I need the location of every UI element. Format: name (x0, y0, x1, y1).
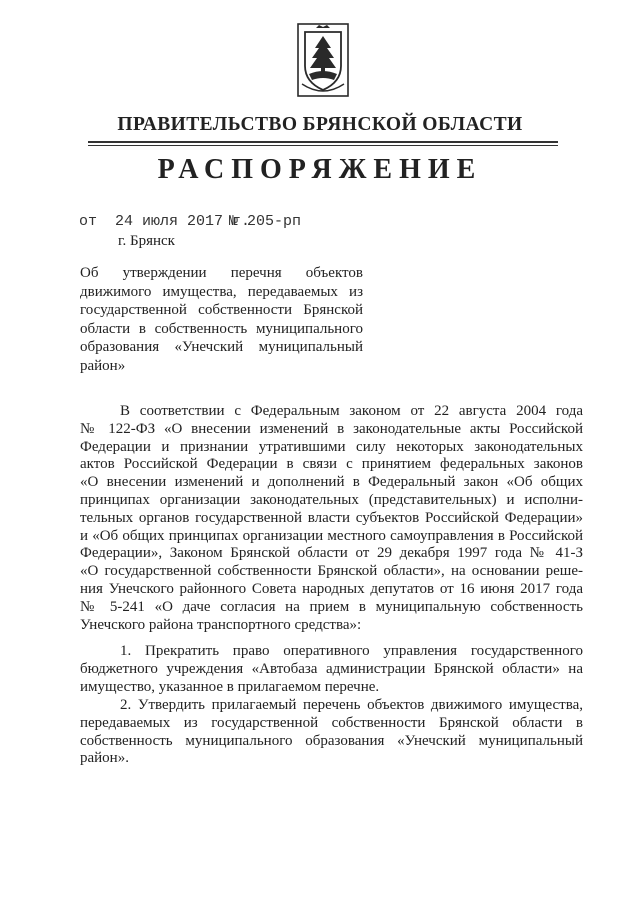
subject-line: образования «Унечский муниципальный (80, 339, 363, 355)
header-rule-thin (88, 145, 558, 146)
document-number: № 205-рп (229, 213, 302, 230)
body-line: В соответствии с Федеральным законом от 22 августа 2004 года (120, 403, 583, 419)
subject-line: Об утверждении перечня объектов (80, 265, 363, 281)
body-line: и «Об общих принципах организации местного самоуправления в Российской (80, 527, 583, 544)
subject-line: области в собственность муниципального (80, 320, 363, 337)
government-title: ПРАВИТЕЛЬСТВО БРЯНСКОЙ ОБЛАСТИ (117, 114, 523, 135)
coat-of-arms-icon (296, 22, 350, 98)
header-rule-thick (88, 141, 558, 143)
body-line: передаваемых из государственной собственности Брянской области в (80, 714, 583, 731)
subject-line: государственной собственности Брянской (80, 302, 363, 318)
clause-2-paragraph (80, 697, 583, 768)
body-line: имущество, указанное в прилагаемом перечне. (80, 678, 380, 695)
document-type-title: РАСПОРЯЖЕНИЕ (157, 154, 483, 185)
body-line: № 122-ФЗ «О внесении изменений в законодательные акты Российской (80, 420, 583, 437)
body-line: 2. Утвердить прилагаемый перечень объектов движимого имущества, (120, 697, 583, 713)
document-date: от 24 июля 2017 г. (79, 213, 251, 230)
body-line: 1. Прекратить право оперативного управления государственного (120, 643, 583, 659)
preamble-paragraph (80, 403, 583, 634)
body-line: собственность муниципального образования «Унечский муниципальный (80, 732, 583, 749)
subject-line: район» (80, 357, 126, 374)
document-subject (80, 264, 363, 375)
body-line: актов Российской Федерации в связи с принятием федеральных законов (80, 456, 583, 473)
body-line: «О государственной собственности Брянской области», на основании реше- (80, 563, 583, 580)
body-line: бюджетного учреждения «Автобаза администрации Брянской области» на (80, 660, 583, 677)
body-line: Федерации и признании утратившими силу некоторых законодательных (80, 438, 583, 455)
body-line: район». (80, 750, 129, 767)
document-city: г. Брянск (118, 233, 175, 249)
body-line: Федерации», Законом Брянской области от 29 декабря 1997 года № 41-З (80, 545, 583, 562)
body-line: ния Унечского районного Совета народных депутатов от 16 июня 2017 года (80, 580, 583, 597)
body-line: Унечского района транспортного средства»: (80, 616, 362, 633)
subject-line: движимого имущества, передаваемых из (80, 283, 363, 300)
body-line: № 5-241 «О даче согласия на прием в муниципальную собственность (80, 598, 583, 615)
body-line: тельных органов государственной власти субъектов Российской Федерации» (80, 509, 583, 526)
body-line: «О внесении изменений и дополнений в Федеральный закон «Об общих (80, 474, 583, 491)
body-line: принципах организации законодательных (представительных) и исполни- (80, 491, 583, 508)
clause-1-paragraph (80, 643, 583, 696)
